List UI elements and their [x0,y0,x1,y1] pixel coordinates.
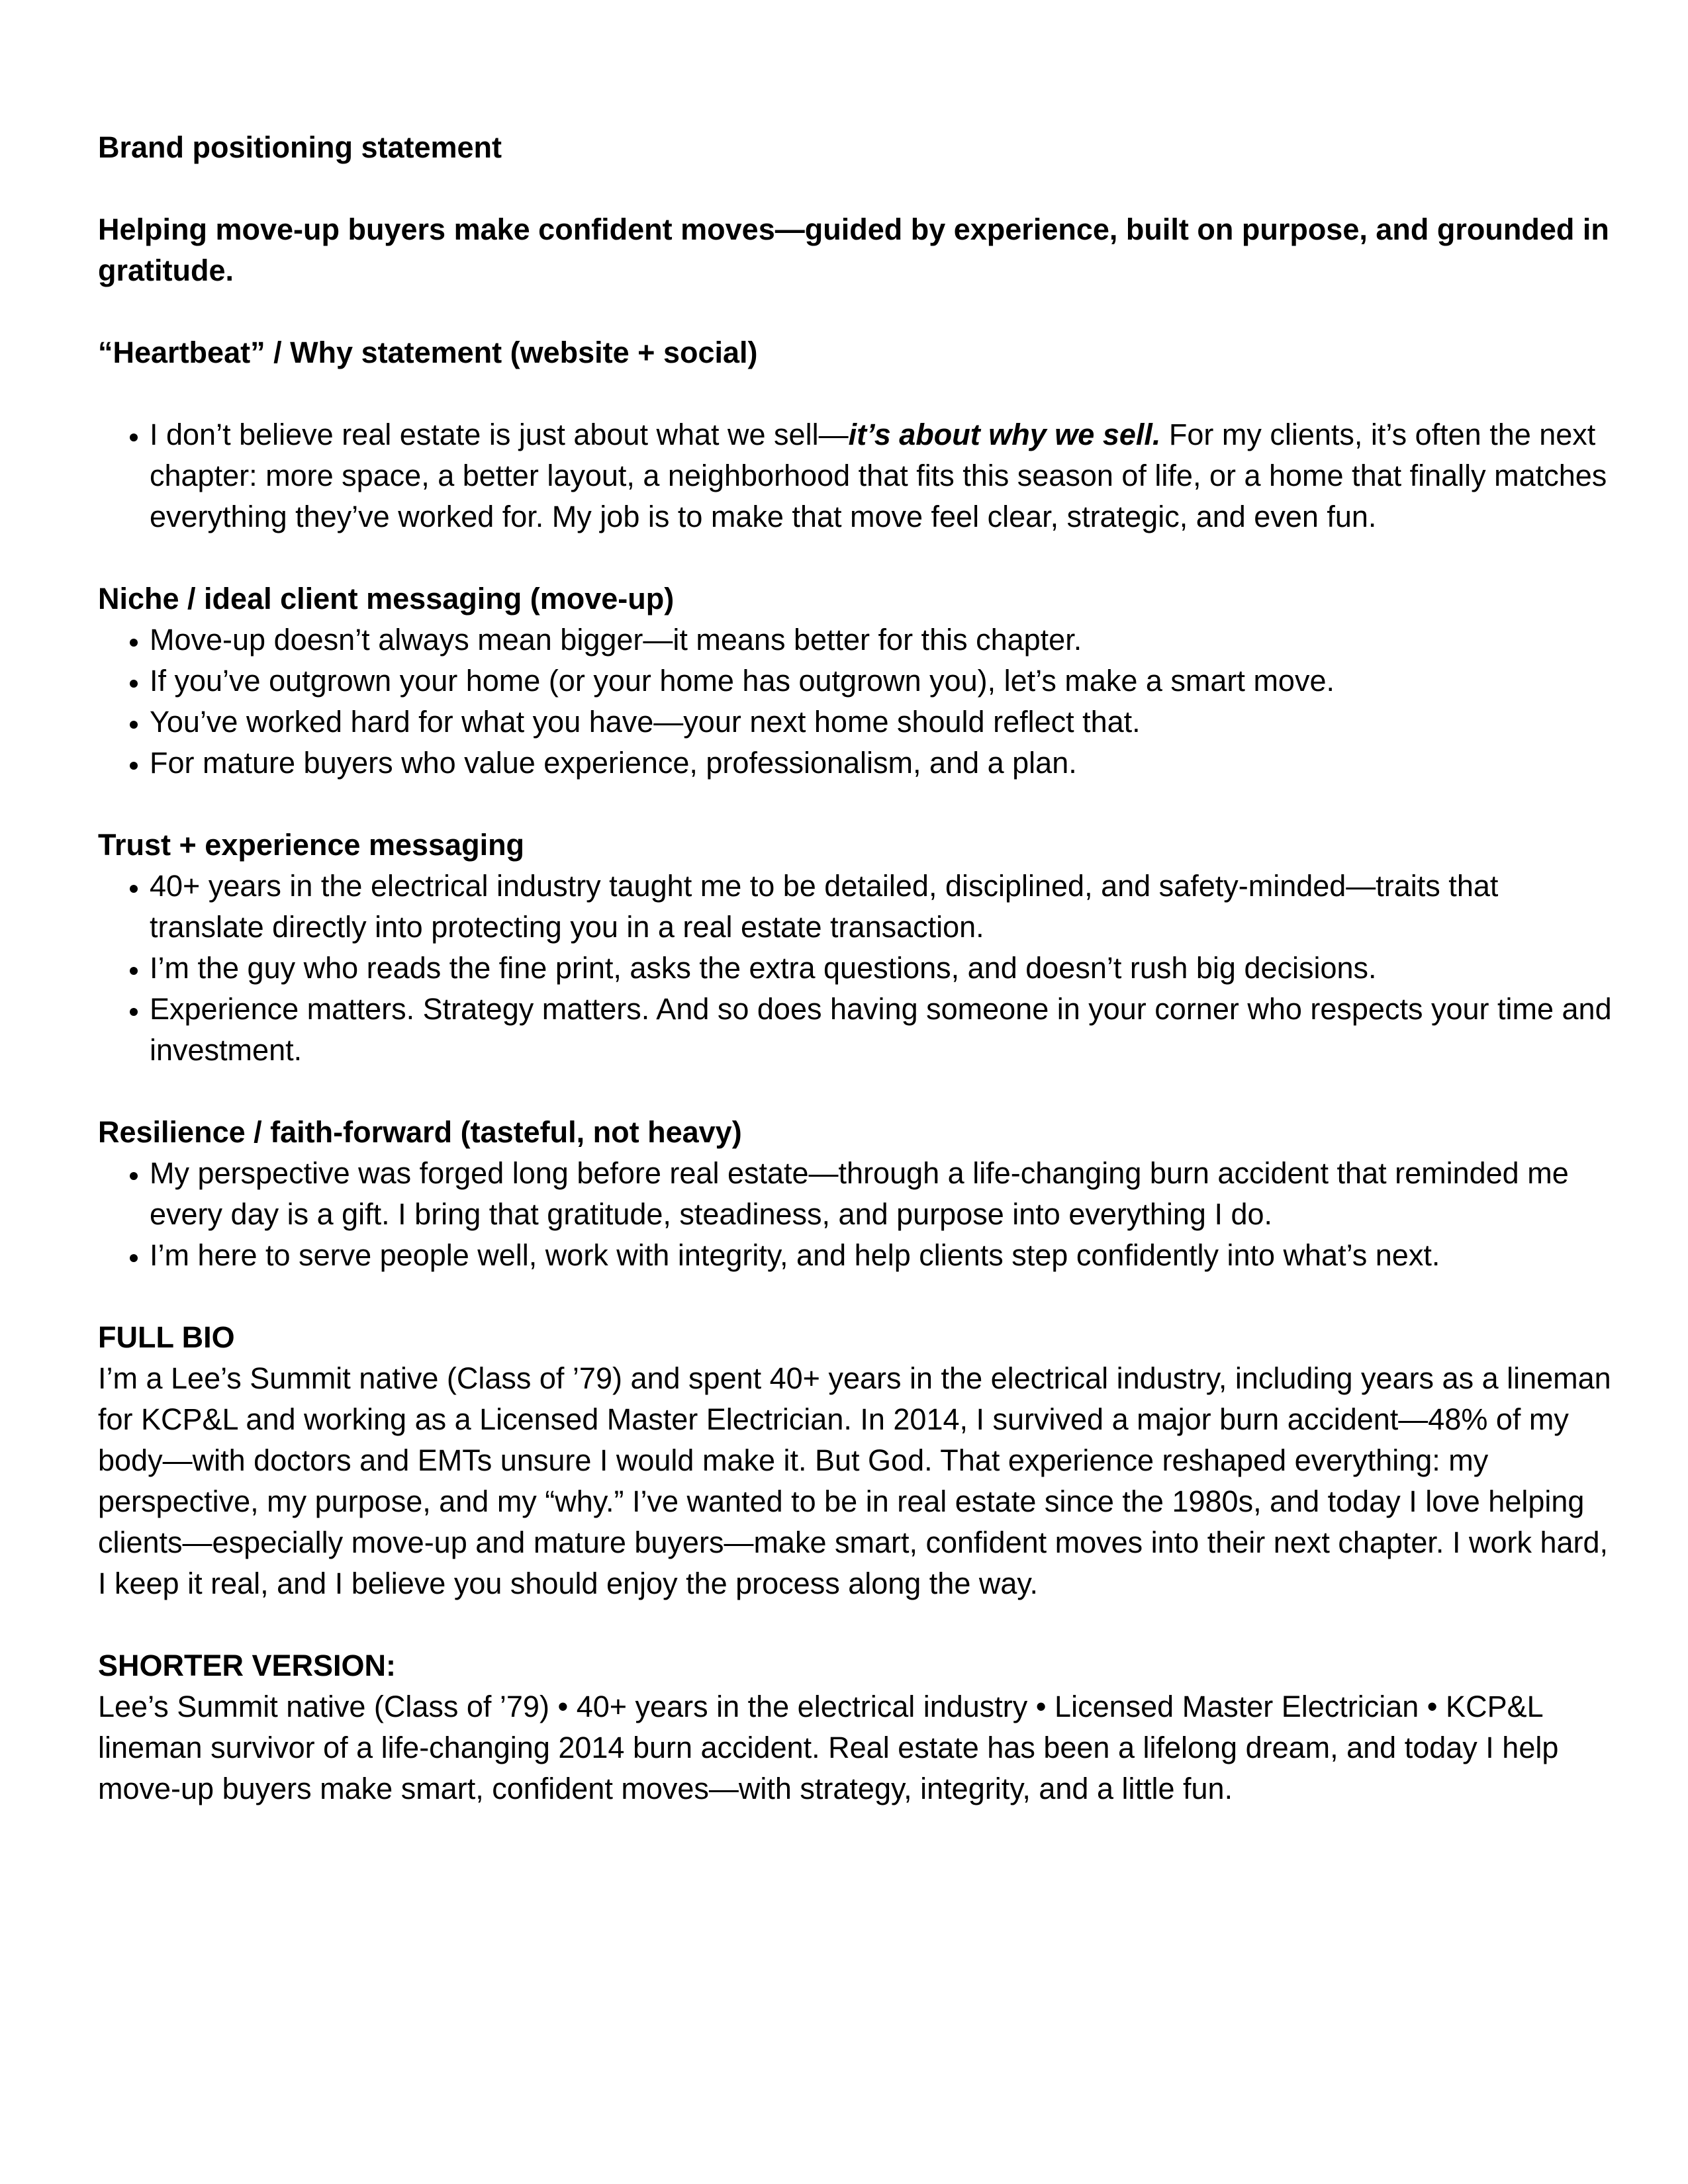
resilience-list [98,1153,1614,1276]
brand-statement: Helping move-up buyers make confident moves—guided by experience, built on purpose, and grounded in gratitude. [98,212,1609,287]
heartbeat-emphasis: it’s about why we sell. [848,418,1161,451]
list-item: • My perspective was forged long before real estate—through a life-changing burn accident that reminded me every day is a gift. I bring that gratitude, steadiness, and purpose into everything I do. [150,1153,1614,1235]
resilience-heading: Resilience / faith-forward (tasteful, not heavy) [98,1115,742,1149]
niche-heading: Niche / ideal client messaging (move-up) [98,582,675,615]
heartbeat-heading: “Heartbeat” / Why statement (website + social) [98,336,758,369]
list-item: • Move-up doesn’t always mean bigger—it means better for this chapter. [150,619,1614,660]
trust-list [98,866,1614,1071]
full-bio-text: I’m a Lee’s Summit native (Class of ’79) and spent 40+ years in the electrical industry, including years as a lineman for KCP&L and working as a Licensed Master Electrician. In 2014, I survived a major burn accident—48% of my body—with doctors and EMTs unsure I would make it. But God. That experience reshaped everything: my perspective, my purpose, and my “why.” I’ve wanted to be in real estate since the 1980s, and today I love helping clients—especially move-up and mature buyers—make smart, confident moves into their next chapter. I work hard, I keep it real, and I believe you should enjoy the process along the way. [98,1361,1611,1600]
short-bio-text: Lee’s Summit native (Class of ’79) • 40+ years in the electrical industry • Licensed Master Electrician • KCP&L lineman survivor of a life-changing 2014 burn accident. Real estate has been a lifelong dream, and today I help move-up buyers make smart, confident moves—with strategy, integrity, and a little fun. [98,1690,1559,1805]
brand-heading: Brand positioning statement [98,130,502,164]
list-item: • I’m here to serve people well, work with integrity, and help clients step confidently into what’s next. [150,1235,1614,1276]
list-item: • You’ve worked hard for what you have—your next home should reflect that. [150,702,1614,743]
heartbeat-bullet: • I don’t believe real estate is just about what we sell—it’s about why we sell. For my clients, it’s often the next chapter: more space, a better layout, a neighborhood that fits this season of life, or a home that finally matches everything they’ve worked for. My job is to make that move feel clear, strategic, and even fun. [150,414,1614,537]
list-item: • 40+ years in the electrical industry taught me to be detailed, disciplined, and safety-minded—traits that translate directly into protecting you in a real estate transaction. [150,866,1614,948]
list-item: • For mature buyers who value experience, professionalism, and a plan. [150,743,1614,784]
document-page [98,127,1614,1809]
list-item: • If you’ve outgrown your home (or your home has outgrown you), let’s make a smart move. [150,660,1614,702]
trust-heading: Trust + experience messaging [98,828,525,862]
niche-list [98,619,1614,784]
list-item: • I’m the guy who reads the fine print, asks the extra questions, and doesn’t rush big decisions. [150,948,1614,989]
list-item: • Experience matters. Strategy matters. And so does having someone in your corner who respects your time and investment. [150,989,1614,1071]
heartbeat-list [98,414,1614,537]
short-bio-heading: SHORTER VERSION: [98,1649,397,1682]
full-bio-heading: FULL BIO [98,1320,235,1354]
